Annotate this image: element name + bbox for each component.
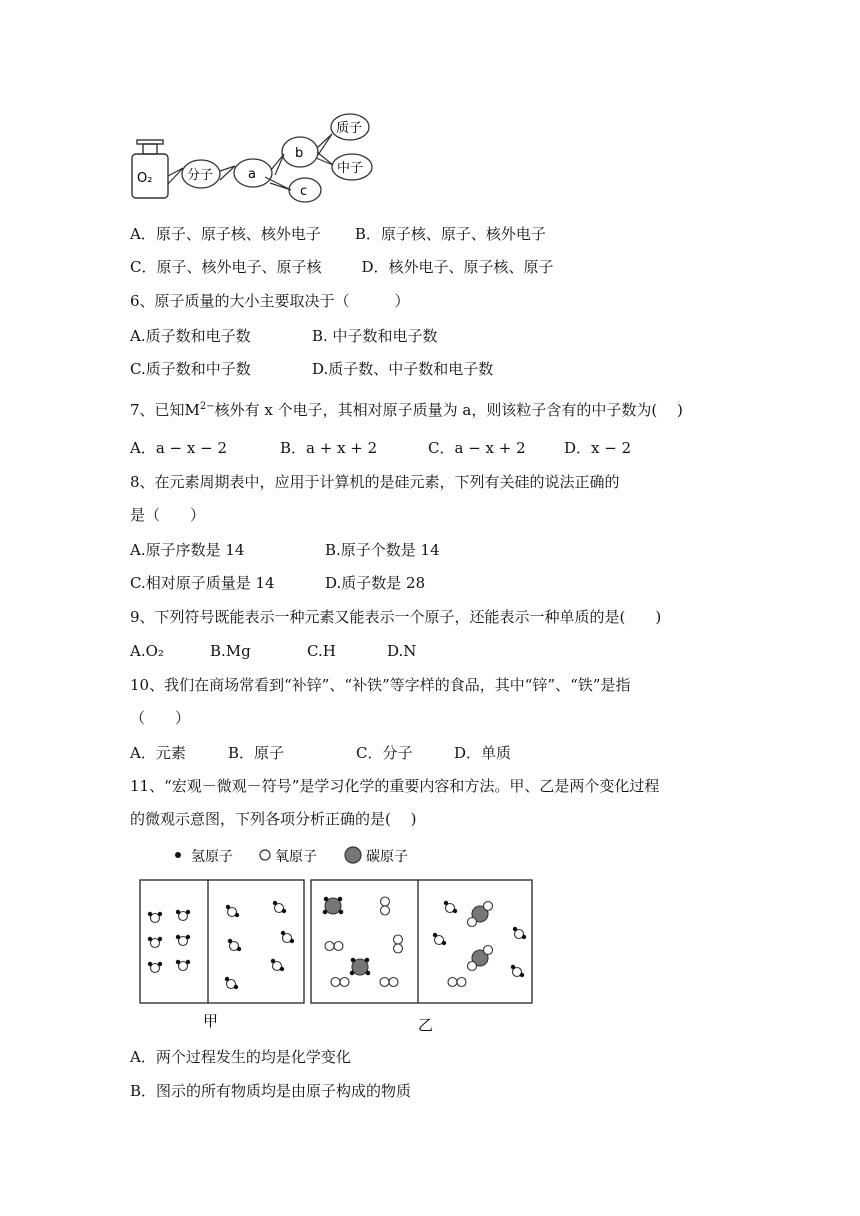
q11-stem-line2: 的微观示意图，下列各项分析正确的是( ) [130,810,417,828]
q6-row1 [130,325,438,347]
q7-ion-charge: 2− [199,401,215,412]
q10-option-c[interactable]: C．分子 [356,744,413,762]
q5-option-d[interactable]: D．核外电子、原子核、原子 [361,258,554,276]
label-jia: 甲 [203,1012,219,1030]
node-a-label: a [248,167,256,182]
legend-oxygen: 氧原子 [275,849,317,865]
q11-stem-line1: 11、“宏观－微观－符号”是学习化学的重要内容和方法。甲、乙是两个变化过程 [130,777,660,795]
q5-option-c[interactable]: C．原子、核外电子、原子核 [130,258,322,276]
label-yi: 乙 [418,1016,434,1034]
hydrogen-atom-icon [175,852,181,858]
q7-stem-pre: 7、已知 [130,401,185,419]
q5-row1 [130,223,546,245]
q11-option-a[interactable]: A．两个过程发生的均是化学变化 [130,1048,351,1066]
q9-options [130,640,416,662]
node-b-label: b [295,146,304,161]
carbon-atom-icon [345,847,361,863]
q7-stem-post: 核外有 x 个电子，其相对原子质量为 a，则该粒子含有的中子数为( ) [214,401,683,419]
q11-option-b[interactable]: B．图示的所有物质均是由原子构成的物质 [130,1082,412,1100]
jia-before-molecules [148,910,190,973]
q5-row2 [130,256,554,278]
node-c-label: c [300,184,308,199]
q10-stem-line1: 10、我们在商场常看到“补锌”、“补铁”等字样的食品，其中“锌”、“铁”是指 [130,676,631,694]
q8-option-c[interactable]: C.相对原子质量是 14 [130,574,275,592]
neutron-label: 中子 [337,161,364,176]
q8-stem-line2: 是（ ） [130,506,206,524]
q5-option-b[interactable]: B．原子核、原子、核外电子 [354,225,546,243]
jia-after-molecules [225,901,294,989]
yi-after-molecules [433,901,526,987]
q7-ion-symbol: M [184,401,200,419]
q7-options [130,437,631,459]
o2-label: O₂ [137,171,153,186]
q9-option-c[interactable]: C.H [307,642,336,660]
proton-label: 质子 [336,121,363,136]
q8-row1 [130,539,440,561]
q10-option-d[interactable]: D．单质 [454,744,512,762]
q8-option-d[interactable]: D.质子数是 28 [325,574,426,592]
yi-before-molecules [323,897,403,987]
q7-option-d[interactable]: D．x − 2 [564,439,632,457]
q6-option-b[interactable]: B. 中子数和电子数 [312,327,438,345]
molecular-change-diagram [135,842,545,1037]
q9-option-b[interactable]: B.Mg [210,642,251,660]
q6-option-c[interactable]: C.质子数和中子数 [130,360,251,378]
q9-option-a[interactable]: A.O₂ [130,642,164,660]
q8-stem-line1: 8、在元素周期表中，应用于计算机的是硅元素，下列有关硅的说法正确的 [130,473,620,491]
q7-option-a[interactable]: A．a − x − 2 [130,439,227,457]
q8-option-a[interactable]: A.原子序数是 14 [130,541,245,559]
q6-stem: 6、原子质量的大小主要取决于（ ） [130,292,410,310]
oxygen-atom-icon [260,850,270,860]
q6-option-d[interactable]: D.质子数、中子数和电子数 [312,360,494,378]
q6-row2 [130,358,493,380]
legend-hydrogen: 氢原子 [191,849,233,865]
q9-stem: 9、下列符号既能表示一种元素又能表示一个原子，还能表示一种单质的是( ) [130,608,662,626]
q7-option-b[interactable]: B．a + x + 2 [280,439,378,457]
q7-stem [130,396,683,421]
legend-carbon: 碳原子 [366,849,408,865]
q8-option-b[interactable]: B.原子个数是 14 [325,541,440,559]
q10-options [130,742,511,764]
q7-option-c[interactable]: C．a − x + 2 [428,439,526,457]
q6-option-a[interactable]: A.质子数和电子数 [130,327,251,345]
q10-option-b[interactable]: B．原子 [228,744,285,762]
atom-structure-diagram [125,110,385,215]
q10-stem-line2: （ ） [130,709,191,727]
q10-option-a[interactable]: A．元素 [130,744,186,762]
molecule-label: 分子 [187,168,214,183]
q5-option-a[interactable]: A．原子、原子核、核外电子 [130,225,321,243]
q8-row2 [130,572,425,594]
bottle-neck [143,144,157,154]
q9-option-d[interactable]: D.N [387,642,417,660]
